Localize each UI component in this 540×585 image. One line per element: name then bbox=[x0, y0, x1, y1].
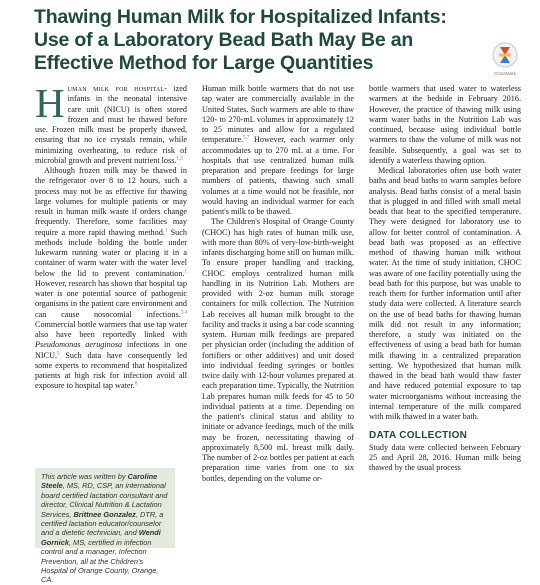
body-text: Such data have consequently led some experts to recommend that hospitalized patients at high risk for infection avoid all exposure to hospital tap water. bbox=[35, 350, 187, 391]
column-3 bbox=[369, 84, 521, 473]
body-text: Although frozen milk may be thawed in the refrigerator over 8 to 12 hours, such a process may not be as effective for thawing large volumes for multiple patients or may result in human milk waste if orders change frequently. Therefore, some facilities may require a more rapid thawing method. bbox=[35, 166, 187, 237]
citation-ref[interactable]: 6 bbox=[134, 381, 138, 387]
citation-ref[interactable]: 5 bbox=[57, 350, 60, 356]
citation-ref[interactable]: 1 bbox=[184, 268, 187, 274]
body-paragraph: Medical laboratories often use both water baths and bead baths to warm samples before analysis. Bead baths consist of a metal basin that is plugged in and filled with small metal beads that heat to the specified temperature. They were designed for laboratory use to allow for better control of contamination. A bead bath was proposed as an effective method of thawing human milk without water. At the time of study initiation, CHOC was aware of one facility potentially using the bead bath for this purpose, but was unable to reach them for further information until after study data were collected. A literature search on the use of bead baths for thawing human milk did not result in any information; therefore, a study was initiated on the effectiveness of using a bead bath for human milk thawing in a centralized preparation setting. We hypothesized that human milk thawed in the bead bath would thaw faster and have reduced potential exposure to tap water microorganisms without increasing the internal temperature of the milk compared with milk thawed in a water bath. bbox=[369, 166, 521, 421]
species-name: Pseudomonas aeruginosa bbox=[35, 340, 123, 350]
bio-text: , MS, certified in infection control and a manager, Infection Prevention, all at the Children's Hospital of Orange County, Orange, CA. bbox=[41, 537, 159, 585]
body-paragraph bbox=[35, 166, 187, 392]
article-title bbox=[34, 6, 464, 75]
body-text: infections in one NICU. bbox=[35, 340, 187, 360]
bio-text: , DTR, a certified lactation educator/counselor and a dietetic technician, and bbox=[41, 509, 164, 538]
bio-text: This article was written by bbox=[41, 472, 128, 481]
author-name: Wendi Gornick bbox=[41, 528, 161, 547]
citation-ref[interactable]: 1,2 bbox=[176, 156, 183, 162]
body-text: However, each warmer only accommodates up to 270 mL at a time. For hospitals that use centralized human milk preparation and prepare feedings for large numbers of patients, thawing such small volumes at a time would not be feasible, nor would having an individual warmer for each patient's milk to be thawed. bbox=[202, 135, 354, 216]
drop-cap: H bbox=[35, 80, 65, 126]
body-paragraph: Study data were collected between February 25 and April 28, 2016. Human milk being thawed by the usual process bbox=[369, 442, 521, 472]
body-text: However, research has shown that hospital tap water is one potential source of pathogenic organisms in the patient care environment and can cause nosocomial infections. bbox=[35, 278, 187, 319]
lead-in: uman milk for hospital- bbox=[67, 84, 168, 93]
column-2 bbox=[202, 84, 354, 484]
author-bio-box bbox=[35, 468, 175, 585]
intro-paragraph bbox=[35, 80, 187, 166]
column-1 bbox=[35, 80, 187, 392]
bio-text: , MS, RD, CSP, an international board certified lactation consultant and director, Clinical Nutrition & Lactation Services, bbox=[41, 481, 168, 519]
author-name: Caroline Steele bbox=[41, 472, 158, 491]
title-line: Effective Method for Large Quantities bbox=[34, 52, 374, 74]
crossmark-label: CrossMark bbox=[494, 71, 516, 76]
body-paragraph: bottle warmers that used water to waterless warmers at the bedside in February 2016. However, the practice of thawing milk using warm water baths in the Nutrition Lab was continued, because using individual bottle warmers to thaw the volume of milk was not feasible. Subsequently, a goal was set to identify a waterless thawing option. bbox=[369, 84, 521, 165]
body-paragraph bbox=[202, 84, 354, 217]
body-text: Human milk bottle warmers that do not use tap water are commercially available in the United States. Such warmers are able to thaw 120- to 270-mL volumes in approximately 12 to 25 minutes and allow for a regulated temperature. bbox=[202, 84, 354, 145]
citation-ref[interactable]: 5,7 bbox=[243, 135, 250, 141]
body-text: ized infants in the neonatal intensive care unit (NICU) is often stored frozen and must be thawed before use. Frozen milk must be properly thawed, ensuring that no ice crystals remain, while minimizing overheating, to reduce risk of microbial growth and prevent nutrient loss. bbox=[35, 84, 187, 165]
title-line: Thawing Human Milk for Hospitalized Infants: bbox=[34, 6, 447, 28]
crossmark-icon[interactable] bbox=[491, 42, 519, 72]
citation-ref[interactable]: 3,4 bbox=[180, 309, 187, 315]
citation-ref[interactable]: 1 bbox=[164, 227, 168, 233]
author-name: Brittnee Gonzalez bbox=[73, 509, 136, 519]
body-paragraph: The Children's Hospital of Orange County (CHOC) has high rates of human milk use, with more than 80% of very-low-birth-weight infants discharging home still on human milk. To ensure proper handling and tracking, CHOC employs centralized human milk handling in its Nutrition Lab. Mothers are provided with 2-oz human milk storage containers for milk collection. The Nutrition Lab receives all human milk brought to the facility and tracks it using a bar code scanning system. Human milk feedings are prepared per physician order (including the addition of fortifiers or other additives) and unit dosed into individual feeding syringes or bottles twice daily with 12-hour volumes prepared at each preparation time. Typically, the Nutrition Lab prepares human milk feeds for 45 to 50 individual patients at a time. Depending on the patient's clinical status and ability to initiate or advance feedings, much of the milk may be frozen, necessitating thawing of approximately 8,500 mL breast milk daily. The number of 2-oz bottles per patient at each preparation time varies from one to six bottles, depending on the volume or- bbox=[202, 217, 354, 483]
body-text: Commercial bottle warmers that use tap water also have been reportedly linked with bbox=[35, 319, 187, 339]
section-heading: DATA COLLECTION bbox=[369, 430, 468, 442]
body-text: Such methods include holding the bottle under lukewarm running water or placing it in a container of warm water with the water level below the lid to prevent contamination. bbox=[35, 227, 187, 278]
title-line: Use of a Laboratory Bead Bath May Be an bbox=[34, 29, 414, 51]
